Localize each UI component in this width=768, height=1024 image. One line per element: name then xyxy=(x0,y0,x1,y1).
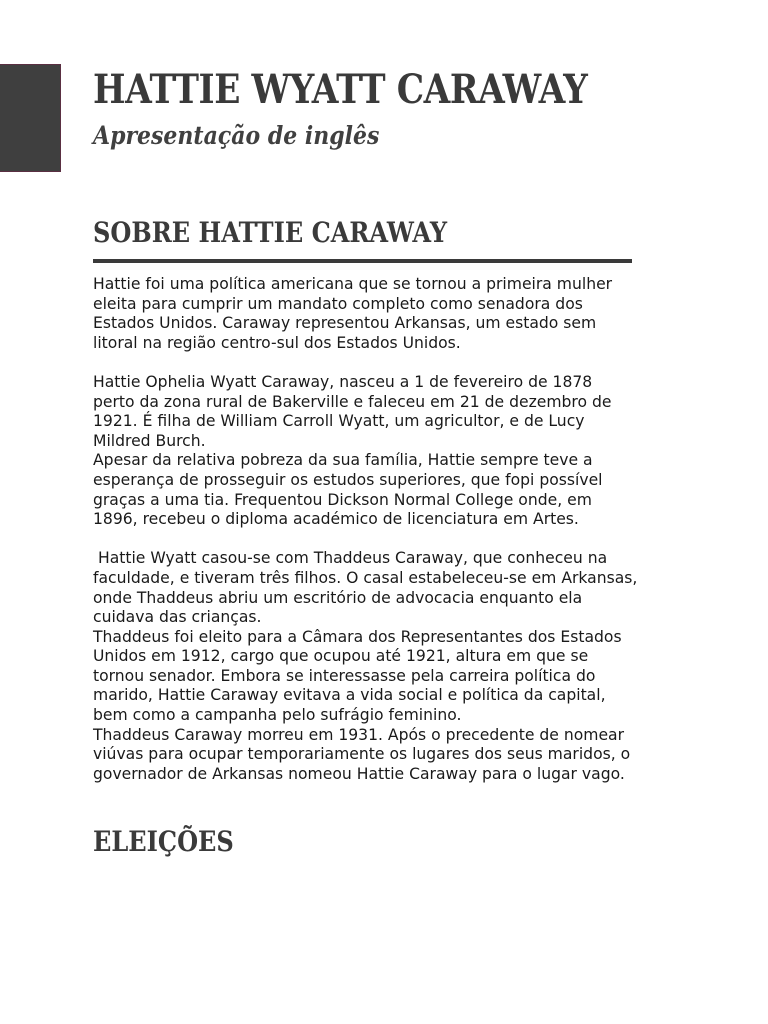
section-heading-about: SOBRE HATTIE CARAWAY xyxy=(93,216,448,249)
document-subtitle: Apresentação de inglês xyxy=(93,121,380,150)
paragraph-marriage: Hattie Wyatt casou-se com Thaddeus Caraway, que conheceu na faculdade, e tiveram três filhos. O casal estabeleceu-se em Arkansas, onde Thaddeus abriu um escritório de advocacia enquanto ela cuidava das crianças. xyxy=(93,549,643,627)
document-title: HATTIE WYATT CARAWAY xyxy=(93,66,588,113)
paragraph-intro: Hattie foi uma política americana que se tornou a primeira mulher eleita para cumprir um mandato completo como senadora dos Estados Unidos. Caraway representou Arkansas, um estado sem litoral na região centro-sul dos Estados Unidos. xyxy=(93,275,618,352)
paragraph-birth: Hattie Ophelia Wyatt Caraway, nasceu a 1 de fevereiro de 1878 perto da zona rural de Bakerville e faleceu em 21 de dezembro de 1921. É filha de William Carroll Wyatt, um agricultor, e de Lucy Mildred Burch. xyxy=(93,372,617,450)
paragraph-gap xyxy=(93,530,638,550)
section-heading-elections: ELEIÇÕES xyxy=(93,825,234,858)
paragraph-appointment: Thaddeus Caraway morreu em 1931. Após o precedente de nomear viúvas para ocupar temporariamente os lugares dos seus maridos, o governador de Arkansas nomeou Hattie Caraway para o lugar vago. xyxy=(93,725,636,783)
paragraph-husband-career: Thaddeus foi eleito para a Câmara dos Representantes dos Estados Unidos em 1912, cargo que ocupou até 1921, altura em que se tornou senador. Embora se interessasse pela carreira política do marido, Hattie Caraway evitava a vida social e política da capital, bem como a campanha pelo sufrágio feminino. xyxy=(93,627,627,725)
paragraph-gap xyxy=(93,353,638,373)
section-divider xyxy=(93,259,632,263)
decorative-side-block xyxy=(0,64,61,172)
section-body-about xyxy=(93,275,643,784)
paragraph-education: Apesar da relativa pobreza da sua família, Hattie sempre teve a esperança de prosseguir os estudos superiores, que fopi possível graças a uma tia. Frequentou Dickson Normal College onde, em 1896, recebeu o diploma académico de licenciatura em Artes. xyxy=(93,451,608,529)
